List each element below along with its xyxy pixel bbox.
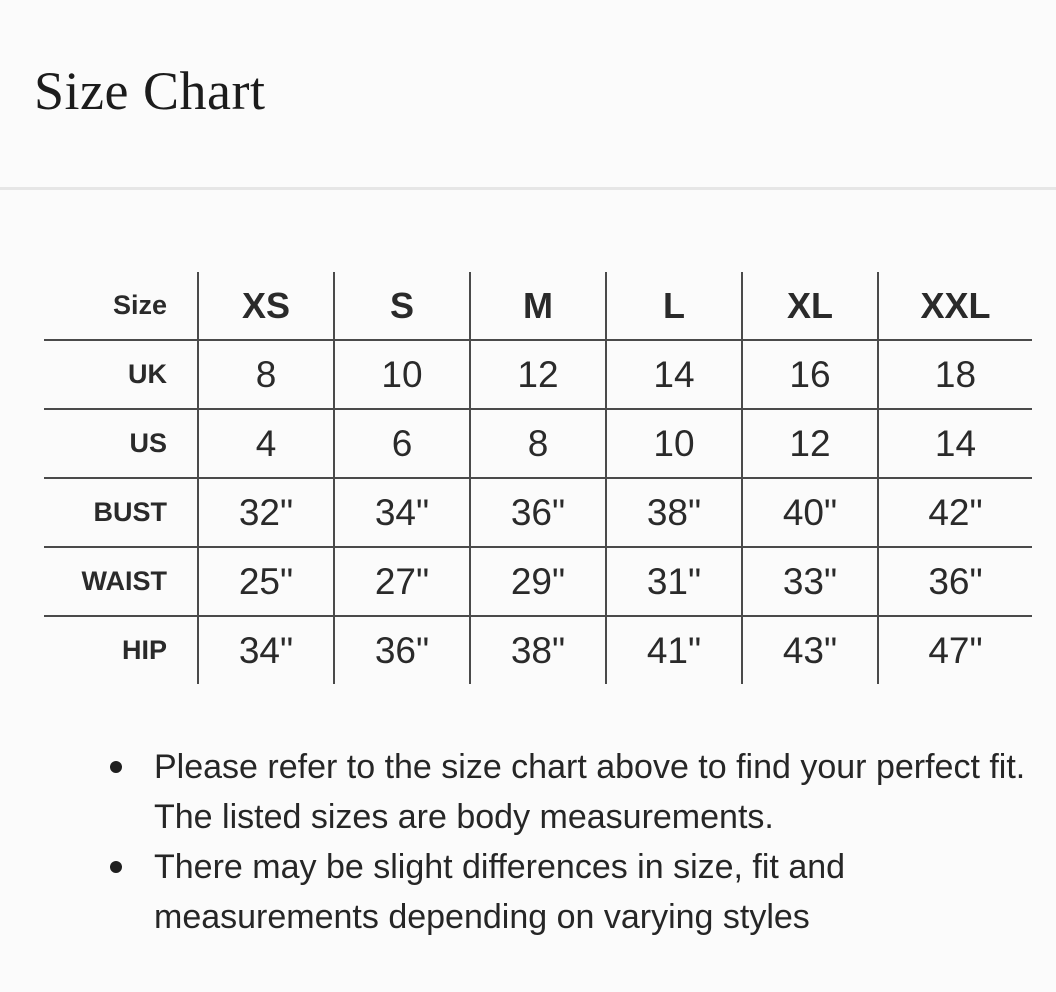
bullet-icon: [110, 761, 122, 773]
size-chart-table: [44, 272, 1032, 684]
size-header-m: M: [470, 272, 606, 340]
table-cell: 29": [470, 547, 606, 616]
size-header-xs: XS: [198, 272, 334, 340]
size-header-xl: XL: [742, 272, 878, 340]
table-cell: 41": [606, 616, 742, 684]
table-cell: 36": [334, 616, 470, 684]
table-cell: 31": [606, 547, 742, 616]
table-cell: 10: [606, 409, 742, 478]
table-cell: 14: [606, 340, 742, 409]
table-cell: 25": [198, 547, 334, 616]
table-cell: 43": [742, 616, 878, 684]
table-row-bust: [44, 478, 1032, 547]
table-cell: 27": [334, 547, 470, 616]
table-cell: 32": [198, 478, 334, 547]
table-cell: 38": [606, 478, 742, 547]
list-item: [110, 842, 1050, 942]
row-label-bust: BUST: [44, 478, 198, 547]
note-text: Please refer to the size chart above to find your perfect fit. The listed sizes are body measurements.: [154, 748, 1026, 836]
page-title: Size Chart: [34, 61, 266, 121]
table-cell: 47": [878, 616, 1032, 684]
table-cell: 36": [878, 547, 1032, 616]
table-cell: 14: [878, 409, 1032, 478]
row-label-waist: WAIST: [44, 547, 198, 616]
size-header-label: Size: [112, 290, 167, 320]
table-cell: 10: [334, 340, 470, 409]
table-cell: 4: [198, 409, 334, 478]
size-header-l: L: [606, 272, 742, 340]
table-row-uk: [44, 340, 1032, 409]
table-row-waist: [44, 547, 1032, 616]
table-cell: 12: [742, 409, 878, 478]
size-notes-list: [110, 742, 1050, 942]
table-cell: 34": [334, 478, 470, 547]
table-cell: 6: [334, 409, 470, 478]
header-divider: [0, 187, 1056, 190]
table-cell: 38": [470, 616, 606, 684]
row-label-us: US: [44, 409, 198, 478]
row-label-hip: HIP: [44, 616, 198, 684]
table-cell: 36": [470, 478, 606, 547]
bullet-icon: [110, 861, 122, 873]
table-cell: 8: [198, 340, 334, 409]
list-item: [110, 742, 1050, 842]
table-row-hip: [44, 616, 1032, 684]
table-cell: 8: [470, 409, 606, 478]
table-cell: 33": [742, 547, 878, 616]
table-row-us: [44, 409, 1032, 478]
table-cell: 42": [878, 478, 1032, 547]
table-cell: 16: [742, 340, 878, 409]
size-header-xxl: XXL: [878, 272, 1032, 340]
size-header-s: S: [334, 272, 470, 340]
table-cell: 34": [198, 616, 334, 684]
note-text: There may be slight differences in size, fit and measurements depending on varying styles: [154, 848, 846, 936]
table-cell: 40": [742, 478, 878, 547]
table-cell: 18: [878, 340, 1032, 409]
table-cell: 12: [470, 340, 606, 409]
row-label-uk: UK: [44, 340, 198, 409]
table-header-row: [44, 272, 1032, 340]
